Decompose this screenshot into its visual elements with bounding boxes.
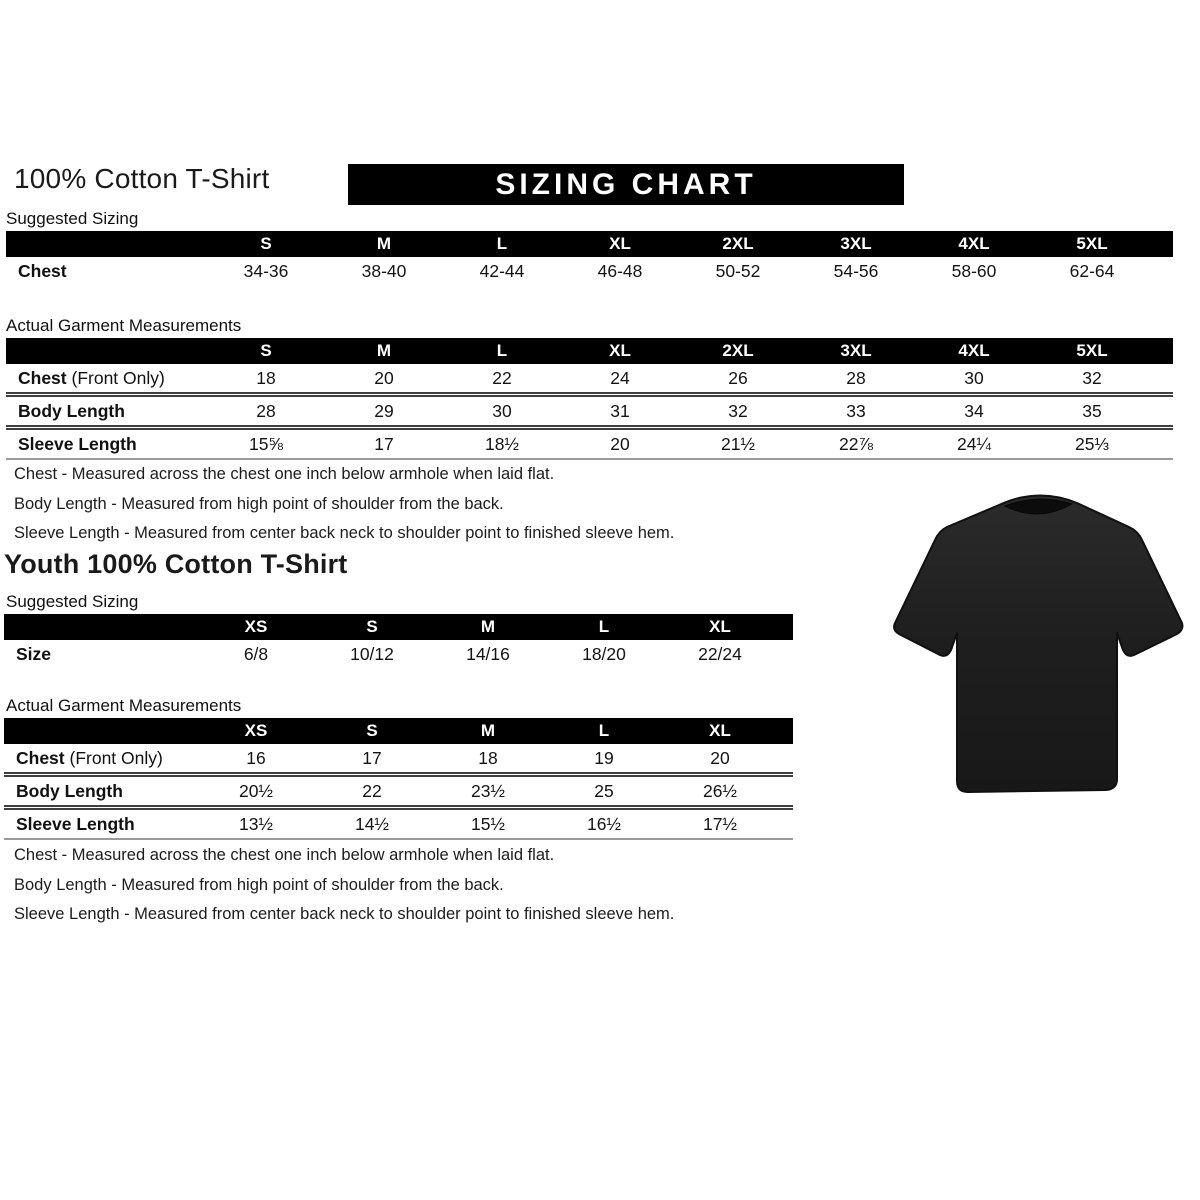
sizing-chart-banner <box>348 164 904 205</box>
cell-value: 16½ <box>586 813 622 834</box>
note-line: Chest - Measured across the chest one inch below armhole when laid flat. <box>14 846 555 864</box>
table-row <box>4 805 793 840</box>
cell-value: 15⅝ <box>248 433 284 454</box>
note-line: Body Length - Measured from high point of shoulder from the back. <box>14 494 504 513</box>
table-row <box>4 640 793 668</box>
cell-value: 17 <box>374 433 394 454</box>
adult-actual-measurements-table <box>6 338 1173 460</box>
youth-measurement-notes <box>14 841 674 930</box>
cell-value: 32 <box>1082 367 1102 388</box>
cell-value: 20½ <box>238 780 274 801</box>
cell-value: 28 <box>846 367 866 388</box>
column-header: 3XL <box>840 341 872 360</box>
cell-value: 46-48 <box>597 260 643 281</box>
cell-value: 22 <box>362 780 382 801</box>
cell-value: 6/8 <box>243 643 269 664</box>
column-header: L <box>598 617 610 636</box>
table-header-row <box>4 614 793 640</box>
youth-actual-measurements-table <box>4 718 793 840</box>
adult-section-title: 100% Cotton T-Shirt <box>14 163 270 194</box>
youth-suggested-sizing-heading: Suggested Sizing <box>6 592 139 611</box>
cell-value: 15½ <box>470 813 506 834</box>
row-label: Size <box>16 643 52 664</box>
table-row <box>6 392 1173 425</box>
row-label: Chest (Front Only) <box>16 747 163 768</box>
column-header: L <box>496 234 508 253</box>
cell-value: 34 <box>964 400 984 421</box>
cell-value: 22/24 <box>698 643 742 664</box>
column-header: 4XL <box>958 341 990 360</box>
table-row <box>4 772 793 805</box>
cell-value: 50-52 <box>715 260 761 281</box>
row-label: Sleeve Length <box>18 433 137 454</box>
column-header: 2XL <box>722 234 754 253</box>
cell-value: 22⅞ <box>838 433 874 454</box>
row-label: Body Length <box>18 400 125 421</box>
column-header: XL <box>609 234 631 253</box>
table-header-row <box>6 231 1173 257</box>
cell-value: 30 <box>964 367 984 388</box>
table-row <box>6 425 1173 460</box>
table-header-row <box>6 338 1173 364</box>
column-header: M <box>376 341 392 360</box>
note-line: Sleeve Length - Measured from center back neck to shoulder point to finished sleeve hem. <box>14 905 675 923</box>
cell-value: 25⅓ <box>1074 433 1110 454</box>
cell-value: 10/12 <box>350 643 394 664</box>
cell-value: 16 <box>246 747 266 768</box>
cell-value: 32 <box>728 400 748 421</box>
cell-value: 21½ <box>720 433 756 454</box>
cell-value: 20 <box>710 747 730 768</box>
column-header: 3XL <box>840 234 872 253</box>
adult-measurement-notes <box>14 460 674 549</box>
cell-value: 24 <box>610 367 630 388</box>
cell-value: 18½ <box>484 433 520 454</box>
note-line: Chest - Measured across the chest one inch below armhole when laid flat. <box>14 465 555 483</box>
youth-section-title: Youth 100% Cotton T-Shirt <box>4 549 348 579</box>
black-tshirt-photo <box>893 483 1185 805</box>
youth-suggested-sizing-table <box>4 614 793 668</box>
cell-value: 28 <box>256 400 276 421</box>
column-header: XS <box>244 617 268 636</box>
cell-value: 25 <box>594 780 614 801</box>
cell-value: 58-60 <box>951 260 997 281</box>
table-row <box>4 744 793 772</box>
cell-value: 30 <box>492 400 512 421</box>
cell-value: 54-56 <box>833 260 879 281</box>
cell-value: 35 <box>1082 400 1102 421</box>
cell-value: 18 <box>478 747 498 768</box>
column-header: 4XL <box>958 234 990 253</box>
youth-actual-measurements-heading: Actual Garment Measurements <box>6 696 242 715</box>
row-label: Chest <box>18 260 67 281</box>
cell-value: 22 <box>492 367 512 388</box>
row-label: Sleeve Length <box>16 813 135 834</box>
cell-value: 26 <box>728 367 748 388</box>
cell-value: 23½ <box>470 780 506 801</box>
adult-suggested-sizing-table <box>6 231 1173 285</box>
table-header-row <box>4 718 793 744</box>
cell-value: 38-40 <box>361 260 407 281</box>
cell-value: 17½ <box>702 813 738 834</box>
column-header: M <box>480 617 496 636</box>
cell-value: 18/20 <box>582 643 626 664</box>
column-header: XL <box>609 341 631 360</box>
column-header: 5XL <box>1076 341 1108 360</box>
column-header: XL <box>709 617 731 636</box>
column-header: M <box>376 234 392 253</box>
cell-value: 26½ <box>702 780 738 801</box>
tshirt-silhouette <box>894 495 1182 792</box>
cell-value: 20 <box>610 433 630 454</box>
cell-value: 20 <box>374 367 394 388</box>
column-header: S <box>366 721 378 740</box>
adult-suggested-sizing-heading: Suggested Sizing <box>6 209 139 228</box>
cell-value: 19 <box>594 747 614 768</box>
column-header: XL <box>709 721 731 740</box>
column-header: S <box>366 617 378 636</box>
note-line: Sleeve Length - Measured from center back neck to shoulder point to finished sleeve hem. <box>14 524 675 542</box>
column-header: 2XL <box>722 341 754 360</box>
sizing-chart-banner-text: SIZING CHART <box>495 167 757 201</box>
adult-actual-measurements-heading: Actual Garment Measurements <box>6 316 242 335</box>
column-header: M <box>480 721 496 740</box>
note-line: Body Length - Measured from high point of shoulder from the back. <box>14 875 504 894</box>
row-label: Body Length <box>16 780 123 801</box>
table-row <box>6 364 1173 392</box>
cell-value: 13½ <box>238 813 274 834</box>
cell-value: 29 <box>374 400 394 421</box>
cell-value: 14½ <box>354 813 390 834</box>
cell-value: 62-64 <box>1069 260 1115 281</box>
cell-value: 34-36 <box>243 260 289 281</box>
cell-value: 24¼ <box>956 433 992 454</box>
column-header: L <box>496 341 508 360</box>
column-header: S <box>260 341 272 360</box>
cell-value: 14/16 <box>466 643 510 664</box>
cell-value: 31 <box>610 400 630 421</box>
column-header: 5XL <box>1076 234 1108 253</box>
cell-value: 42-44 <box>479 260 525 281</box>
table-row <box>6 257 1173 285</box>
cell-value: 18 <box>256 367 276 388</box>
row-label: Chest (Front Only) <box>18 367 165 388</box>
column-header: XS <box>244 721 268 740</box>
cell-value: 17 <box>362 747 382 768</box>
column-header: S <box>260 234 272 253</box>
cell-value: 33 <box>846 400 866 421</box>
column-header: L <box>598 721 610 740</box>
